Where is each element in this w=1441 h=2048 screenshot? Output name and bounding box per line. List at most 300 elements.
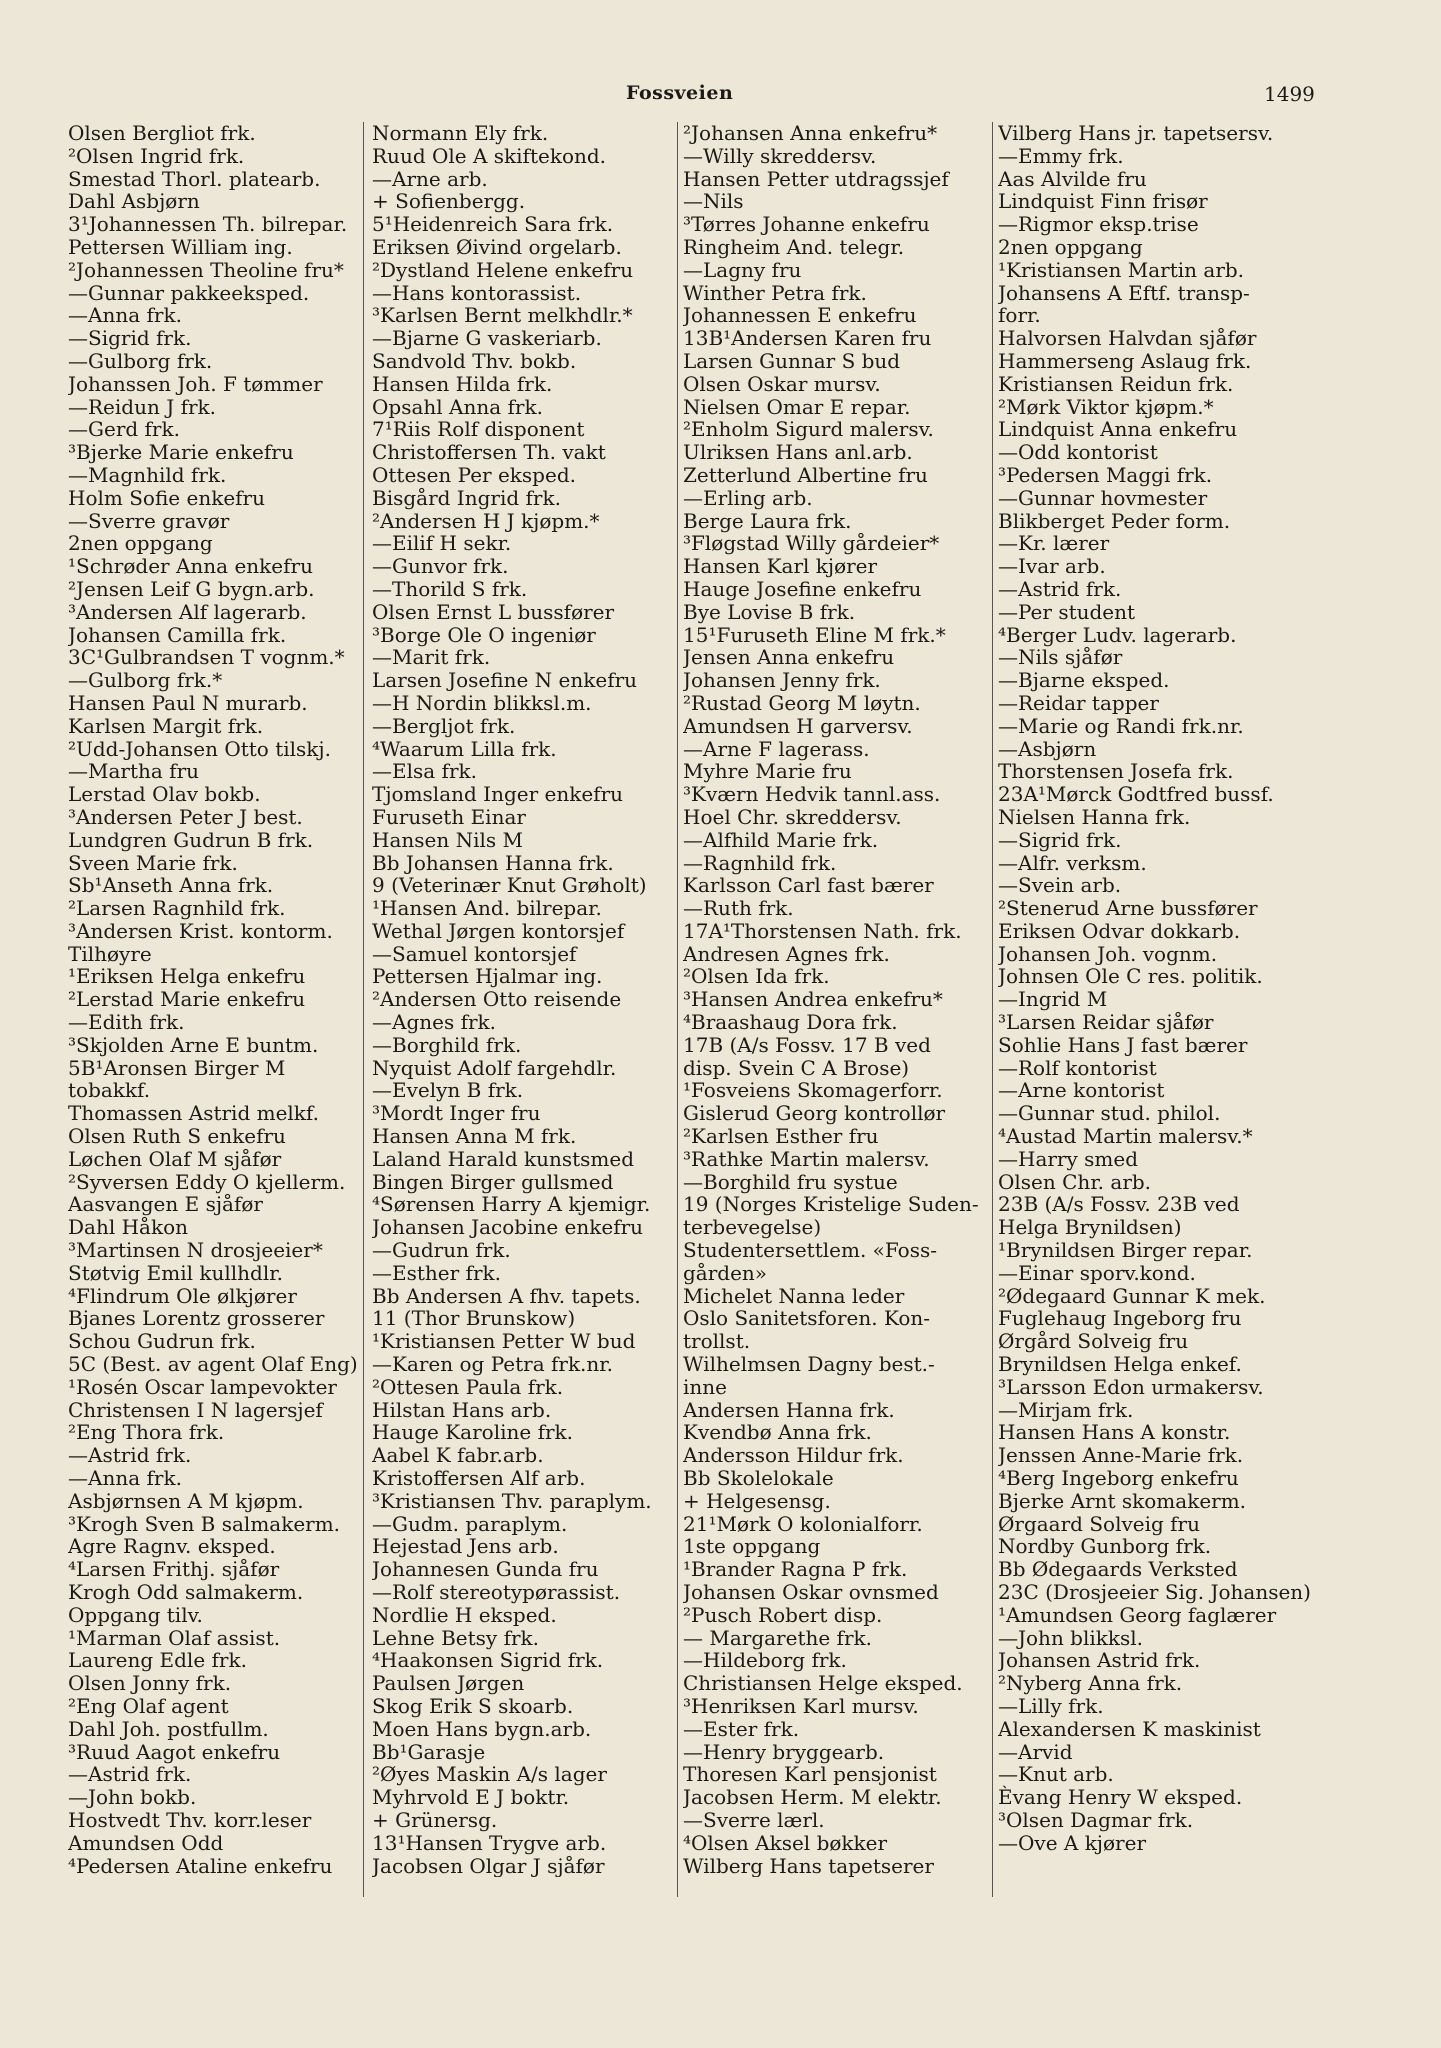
- directory-entry: —Sverre lærl.: [683, 1807, 825, 1832]
- directory-entry: —Alfr. verksm.: [998, 850, 1147, 875]
- directory-entry: ³Olsen Dagmar frk.: [998, 1807, 1194, 1832]
- directory-entry: —Bjarne eksped.: [998, 668, 1170, 693]
- directory-entry: ³Borge Ole O ingeniør: [372, 622, 596, 647]
- directory-entry: ³Mordt Inger fru: [372, 1101, 541, 1126]
- directory-entry: Agre Ragnv. eksped.: [68, 1534, 276, 1559]
- directory-entry: ²Olsen Ida frk.: [683, 964, 830, 989]
- directory-entry: —Gulborg frk.*: [68, 668, 223, 693]
- directory-entry: Hauge Karoline frk.: [372, 1420, 574, 1445]
- directory-entry: —Emmy frk.: [998, 143, 1124, 168]
- directory-entry: Eriksen Odvar dokkarb.: [998, 918, 1241, 943]
- directory-entry: —Ove A kjører: [998, 1830, 1147, 1855]
- directory-entry: Johansen Oskar ovnsmed: [683, 1580, 939, 1604]
- directory-entry: Jenssen Anne-Marie frk.: [998, 1443, 1244, 1468]
- directory-entry: Hansen Paul N murarb.: [68, 690, 308, 715]
- directory-entry: + Sofienbergg.: [372, 189, 526, 214]
- directory-entry: ⁴Flindrum Ole ølkjører: [68, 1283, 297, 1308]
- directory-entry: gården»: [683, 1260, 768, 1285]
- directory-entry: Jacobsen Olgar J sjåfør: [372, 1853, 605, 1878]
- directory-entry: ²Andersen H J kjøpm.*: [372, 508, 600, 533]
- directory-entry: —Knut arb.: [998, 1762, 1114, 1787]
- directory-entry: 5C (Best. av agent Olaf Eng): [68, 1352, 358, 1377]
- directory-entry: Lindquist Anna enkefru: [998, 417, 1238, 442]
- directory-entry: Hansen Anna M frk.: [372, 1124, 577, 1149]
- directory-entry: Johansen Camilla frk.: [68, 622, 287, 647]
- directory-entry: —Gudm. paraplym.: [372, 1511, 568, 1536]
- directory-entry: Støtvig Emil kullhdlr.: [68, 1260, 283, 1285]
- directory-entry: Bb Skolelokale: [683, 1466, 834, 1491]
- directory-entry: ²Andersen Otto reisende: [372, 987, 622, 1012]
- directory-entry: trollst.: [683, 1329, 751, 1354]
- directory-entry: ⁴Braashaug Dora frk.: [683, 1010, 898, 1035]
- directory-entry: —Borghild frk.: [372, 1032, 522, 1057]
- directory-entry: Tjomsland Inger enkefru: [372, 782, 624, 807]
- directory-entry: Olsen Jonny frk.: [68, 1671, 232, 1696]
- directory-entry: Christensen I N lagersjef: [68, 1397, 323, 1422]
- directory-entry: —Anna frk.: [68, 1466, 182, 1491]
- directory-entry: 7¹Riis Rolf disponent: [372, 417, 585, 442]
- directory-entry: Bjerke Arnt skomakerm.: [998, 1488, 1247, 1513]
- directory-entry: —Nils sjåfør: [998, 645, 1123, 670]
- directory-entry: Alexandersen K maskinist: [998, 1716, 1261, 1741]
- directory-entry: —John bokb.: [68, 1785, 197, 1810]
- directory-entry: ³Bjerke Marie enkefru: [68, 440, 294, 465]
- directory-entry: ²Enholm Sigurd malersv.: [683, 417, 934, 442]
- directory-entry: Oslo Sanitetsforen. Kon-: [683, 1306, 931, 1331]
- directory-entry: —Sigrid frk.: [998, 827, 1122, 852]
- directory-entry: Olsen Oskar mursv.: [683, 371, 881, 396]
- directory-entry: ³Fløgstad Willy gårdeier*: [683, 531, 940, 556]
- directory-column-2: [372, 122, 682, 1877]
- directory-entry: Johansens A Eftf. transp-: [998, 280, 1250, 305]
- directory-entry: ²Jensen Leif G bygn.arb.: [68, 576, 315, 601]
- directory-entry: ¹Amundsen Georg faglærer: [998, 1602, 1277, 1627]
- page-title: Fossveien: [626, 82, 734, 104]
- directory-entry: ³Skjolden Arne E buntm.: [68, 1032, 319, 1057]
- directory-entry: ⁴Berg Ingeborg enkefru: [998, 1466, 1239, 1491]
- directory-entry: Bingen Birger gullsmed: [372, 1169, 614, 1194]
- directory-entry: —Agnes frk.: [372, 1010, 497, 1035]
- directory-entry: —Alfhild Marie frk.: [683, 827, 879, 852]
- directory-entry: 2nen oppgang: [68, 531, 213, 556]
- directory-entry: 3C¹Gulbrandsen T vognm.*: [68, 645, 345, 670]
- directory-entry: Eriksen Øivind orgelarb.: [372, 234, 622, 259]
- directory-entry: Hansen Petter utdragssjef: [683, 166, 949, 191]
- directory-entry: 1ste oppgang: [683, 1534, 821, 1559]
- directory-entry: Nyquist Adolf fargehdlr.: [372, 1055, 617, 1080]
- directory-entry: Andersson Hildur frk.: [683, 1443, 904, 1468]
- directory-entry: —Arne kontorist: [998, 1078, 1165, 1103]
- directory-entry: Myhrvold E J boktr.: [372, 1785, 570, 1810]
- directory-entry: Kristiansen Reidun frk.: [998, 371, 1234, 396]
- directory-entry: Vilberg Hans jr. tapetsersv.: [998, 122, 1274, 145]
- directory-entry: — Margarethe frk.: [683, 1625, 872, 1650]
- directory-entry: —Bjarne G vaskeriarb.: [372, 326, 602, 351]
- directory-entry: —Hans kontorassist.: [372, 280, 582, 305]
- directory-entry: ³Andersen Peter J best.: [68, 804, 303, 829]
- directory-entry: Løchen Olaf M sjåfør: [68, 1146, 282, 1171]
- directory-entry: Sb¹Anseth Anna frk.: [68, 873, 274, 898]
- directory-entry: —Rolf kontorist: [998, 1055, 1157, 1080]
- directory-entry: —Svein arb.: [998, 873, 1122, 898]
- directory-entry: ²Eng Thora frk.: [68, 1420, 225, 1445]
- directory-entry: ¹Eriksen Helga enkefru: [68, 964, 306, 989]
- directory-entry: Olsen Ruth S enkefru: [68, 1124, 286, 1149]
- directory-entry: —Asbjørn: [998, 736, 1097, 761]
- directory-entry: Aasvangen E sjåfør: [68, 1192, 263, 1217]
- directory-entry: ²Udd-Johansen Otto tilskj.: [68, 736, 331, 761]
- directory-entry: 23A¹Mørck Godtfred bussf.: [998, 782, 1274, 807]
- directory-entry: Johansen Jenny frk.: [683, 668, 881, 693]
- directory-entry: 9 (Veterinær Knut Grøholt): [372, 873, 647, 898]
- directory-entry: —Kr. lærer: [998, 531, 1110, 556]
- directory-entry: Michelet Nanna leder: [683, 1283, 905, 1308]
- directory-entry: —Rigmor eksp.trise: [998, 212, 1199, 237]
- directory-entry: —Henry bryggearb.: [683, 1739, 885, 1764]
- directory-entry: Karlsen Margit frk.: [68, 713, 264, 738]
- directory-entry: 11 (Thor Brunskow): [372, 1306, 576, 1331]
- directory-entry: —Marit frk.: [372, 645, 491, 670]
- directory-entry: 15¹Furuseth Eline M frk.*: [683, 622, 946, 647]
- directory-entry: Olsen Ernst L bussfører: [372, 599, 615, 624]
- directory-entry: —Gunvor frk.: [372, 554, 509, 579]
- directory-entry: —Marie og Randi frk.nr.: [998, 713, 1244, 738]
- directory-entry: Nielsen Hanna frk.: [998, 804, 1191, 829]
- directory-entry: —Willy skreddersv.: [683, 143, 877, 168]
- directory-entry: —Mirjam frk.: [998, 1397, 1134, 1422]
- directory-entry: ⁴Sørensen Harry A kjemigr.: [372, 1192, 651, 1217]
- directory-entry: ³Karlsen Bernt melkhdlr.*: [372, 303, 633, 328]
- directory-entry: Zetterlund Albertine fru: [683, 462, 928, 487]
- directory-entry: Wilberg Hans tapetserer: [683, 1853, 934, 1878]
- directory-entry: ³Tørres Johanne enkefru: [683, 212, 930, 237]
- directory-entry: —Eilif H sekr.: [372, 531, 512, 556]
- directory-entry: ³Andersen Krist. kontorm.: [68, 918, 333, 943]
- directory-entry: —Reidun J frk.: [68, 394, 217, 419]
- directory-entry: Kristoffersen Alf arb.: [372, 1466, 586, 1491]
- directory-entry: —Ragnhild frk.: [683, 850, 837, 875]
- directory-entry: Smestad Thorl. platearb.: [68, 166, 321, 191]
- directory-entry: Ørgaard Solveig fru: [998, 1511, 1201, 1536]
- directory-entry: Aas Alvilde fru: [998, 166, 1147, 191]
- directory-entry: Ørgård Solveig fru: [998, 1329, 1189, 1354]
- directory-entry: 13¹Hansen Trygve arb.: [372, 1830, 607, 1855]
- directory-entry: Dahl Joh. postfullm.: [68, 1716, 269, 1741]
- directory-entry: ⁴Berger Ludv. lagerarb.: [998, 622, 1237, 647]
- directory-entry: —Lagny fru: [683, 257, 802, 282]
- directory-entry: ²Eng Olaf agent: [68, 1693, 229, 1718]
- directory-entry: Halvorsen Halvdan sjåfør: [998, 326, 1257, 351]
- directory-entry: —Lilly frk.: [998, 1693, 1104, 1718]
- directory-entry: ³Rathke Martin malersv.: [683, 1146, 930, 1171]
- directory-entry: ³Krogh Sven B salmakerm.: [68, 1511, 341, 1536]
- directory-entry: —Reidar tapper: [998, 690, 1159, 715]
- directory-entry: Lerstad Olav bokb.: [68, 782, 261, 807]
- directory-entry: ³Hansen Andrea enkefru*: [683, 987, 943, 1012]
- directory-entry: Wethal Jørgen kontorsjef: [372, 918, 625, 943]
- directory-entry: 17A¹Thorstensen Nath. frk.: [683, 918, 962, 943]
- directory-column-4: [998, 122, 1328, 1855]
- directory-entry: Hansen Hilda frk.: [372, 371, 553, 396]
- directory-entry: Andersen Hanna frk.: [683, 1397, 895, 1422]
- directory-entry: —Arne arb.: [372, 166, 488, 191]
- directory-entry: —Sigrid frk.: [68, 326, 192, 351]
- directory-entry: —Gunnar stud. philol.: [998, 1101, 1221, 1126]
- directory-entry: Larsen Gunnar S bud: [683, 348, 901, 373]
- directory-entry: ²Dystland Helene enkefru: [372, 257, 634, 282]
- directory-entry: Skog Erik S skoarb.: [372, 1693, 574, 1718]
- directory-entry: ²Rustad Georg M løytn.: [683, 690, 921, 715]
- directory-entry: Olsen Chr. arb.: [998, 1169, 1152, 1194]
- directory-entry: —John blikksl.: [998, 1625, 1144, 1650]
- directory-entry: ²Ottesen Paula frk.: [372, 1374, 564, 1399]
- directory-entry: Lundgren Gudrun B frk.: [68, 827, 314, 852]
- directory-entry: ²Olsen Ingrid frk.: [68, 143, 245, 168]
- directory-entry: ²Johannessen Theoline fru*: [68, 257, 344, 282]
- directory-entry: Oppgang tilv.: [68, 1602, 203, 1627]
- directory-entry: —Gulborg frk.: [68, 348, 213, 373]
- directory-entry: Bb¹Garasje: [372, 1739, 486, 1764]
- directory-entry: Hansen Karl kjører: [683, 554, 878, 579]
- directory-entry: ²Mørk Viktor kjøpm.*: [998, 394, 1214, 419]
- directory-entry: Bb Ødegaards Verksted: [998, 1557, 1238, 1582]
- directory-entry: Schou Gudrun frk.: [68, 1329, 256, 1354]
- directory-entry: —Astrid frk.: [998, 576, 1122, 601]
- directory-entry: ³Ruud Aagot enkefru: [68, 1739, 281, 1764]
- directory-entry: Ulriksen Hans anl.arb.: [683, 440, 913, 465]
- directory-entry: —Nils: [683, 189, 744, 214]
- directory-entry: ⁴Pedersen Ataline enkefru: [68, 1853, 333, 1878]
- directory-entry: —Anna frk.: [68, 303, 182, 328]
- directory-entry: ¹Kristiansen Petter W bud: [372, 1329, 636, 1354]
- directory-entry: ²Johansen Anna enkefru*: [683, 122, 938, 145]
- directory-entry: Hejestad Jens arb.: [372, 1534, 559, 1559]
- directory-entry: —Gunnar hovmester: [998, 485, 1208, 510]
- directory-entry: ³Kværn Hedvik tannl.ass.: [683, 782, 941, 807]
- directory-entry: Lindquist Finn frisør: [998, 189, 1208, 214]
- directory-entry: Johannessen E enkefru: [683, 303, 917, 328]
- directory-entry: Paulsen Jørgen: [372, 1671, 525, 1696]
- directory-entry: forr.: [998, 303, 1041, 328]
- directory-entry: —Gerd frk.: [68, 417, 180, 442]
- directory-entry: —Magnhild frk.: [68, 462, 227, 487]
- directory-entry: —Arne F lagerass.: [683, 736, 870, 761]
- directory-entry: Laland Harald kunstsmed: [372, 1146, 635, 1171]
- directory-entry: —Borghild fru systue: [683, 1169, 898, 1194]
- directory-entry: Brynildsen Helga enkef.: [998, 1352, 1242, 1377]
- directory-entry: ³Larsen Reidar sjåfør: [998, 1010, 1214, 1035]
- directory-entry: Hostvedt Thv. korr.leser: [68, 1807, 312, 1832]
- directory-entry: Krogh Odd salmakerm.: [68, 1580, 304, 1604]
- directory-entry: Sandvold Thv. bokb.: [372, 348, 577, 373]
- directory-entry: —Ester frk.: [683, 1716, 800, 1741]
- directory-entry: Aabel K fabr.arb.: [372, 1443, 544, 1468]
- directory-entry: Pettersen William ing.: [68, 234, 293, 259]
- directory-entry: Larsen Josefine N enkefru: [372, 668, 638, 693]
- directory-entry: ¹Rosén Oscar lampevokter: [68, 1374, 337, 1399]
- directory-entry: terbevegelse): [683, 1215, 822, 1240]
- page-number: 1499: [1264, 82, 1315, 106]
- directory-entry: —Gudrun frk.: [372, 1238, 511, 1263]
- directory-entry: Asbjørnsen A M kjøpm.: [68, 1488, 304, 1513]
- directory-entry: ³Henriksen Karl mursv.: [683, 1693, 919, 1718]
- directory-entry: ¹Brynildsen Birger repar.: [998, 1238, 1253, 1263]
- directory-entry: Johnsen Ole C res. politik.: [998, 964, 1263, 989]
- directory-entry: —Martha fru: [68, 759, 200, 784]
- directory-entry: ³Larsson Edon urmakersv.: [998, 1374, 1264, 1399]
- directory-entry: —Astrid frk.: [68, 1443, 192, 1468]
- directory-entry: disp. Svein C A Brose): [683, 1055, 910, 1080]
- directory-entry: Wilhelmsen Dagny best.-: [683, 1352, 935, 1377]
- directory-entry: —Hildeborg frk.: [683, 1648, 847, 1673]
- directory-entry: 23B (A/s Fossv. 23B ved: [998, 1192, 1240, 1217]
- directory-entry: —Sverre gravør: [68, 508, 230, 533]
- directory-entry: Hammerseng Aslaug frk.: [998, 348, 1252, 373]
- directory-entry: Bb Johansen Hanna frk.: [372, 850, 614, 875]
- directory-column-1: [68, 122, 378, 1877]
- directory-entry: Johanssen Joh. F tømmer: [68, 371, 323, 396]
- directory-entry: —Arvid: [998, 1739, 1073, 1764]
- directory-entry: Fuglehaug Ingeborg fru: [998, 1306, 1242, 1331]
- directory-entry: 5¹Heidenreich Sara frk.: [372, 212, 614, 237]
- directory-entry: Karlsson Carl fast bærer: [683, 873, 934, 898]
- directory-entry: Thorstensen Josefa frk.: [998, 759, 1234, 784]
- directory-entry: ²Larsen Ragnhild frk.: [68, 896, 286, 921]
- directory-entry: Èvang Henry W eksped.: [998, 1785, 1243, 1810]
- directory-entry: Bjanes Lorentz grosserer: [68, 1306, 325, 1331]
- directory-entry: + Grünersg.: [372, 1807, 498, 1832]
- directory-entry: —Ivar arb.: [998, 554, 1106, 579]
- directory-entry: Normann Ely frk.: [372, 122, 549, 145]
- directory-entry: ¹Brander Ragna P frk.: [683, 1557, 908, 1582]
- directory-entry: Johansen Astrid frk.: [998, 1648, 1201, 1673]
- directory-entry: —H Nordin blikksl.m.: [372, 690, 592, 715]
- directory-entry: —Rolf stereotypørassist.: [372, 1580, 621, 1604]
- directory-entry: Olsen Bergliot frk.: [68, 122, 256, 145]
- directory-entry: ²Stenerud Arne bussfører: [998, 896, 1258, 921]
- directory-entry: —Esther frk.: [372, 1260, 501, 1285]
- directory-entry: Blikberget Peder form.: [998, 508, 1231, 533]
- directory-entry: ¹Marman Olaf assist.: [68, 1625, 281, 1650]
- directory-entry: ³Andersen Alf lagerarb.: [68, 599, 307, 624]
- directory-entry: Christoffersen Th. vakt: [372, 440, 606, 465]
- directory-entry: Lehne Betsy frk.: [372, 1625, 540, 1650]
- directory-entry: ⁴Olsen Aksel bøkker: [683, 1830, 888, 1855]
- directory-entry: —Samuel kontorsjef: [372, 941, 577, 966]
- directory-entry: Hansen Nils M: [372, 827, 523, 852]
- directory-entry: Helga Brynildsen): [998, 1215, 1182, 1240]
- directory-entry: —Gunnar pakkeeksped.: [68, 280, 310, 305]
- directory-entry: ²Lerstad Marie enkefru: [68, 987, 306, 1012]
- directory-entry: ²Pusch Robert disp.: [683, 1602, 883, 1627]
- directory-entry: Nordlie H eksped.: [372, 1602, 557, 1627]
- directory-entry: —Bergljot frk.: [372, 713, 516, 738]
- directory-entry: 2nen oppgang: [998, 234, 1143, 259]
- directory-entry: —Ruth frk.: [683, 896, 794, 921]
- directory-entry: ²Nyberg Anna frk.: [998, 1671, 1183, 1696]
- directory-entry: Berge Laura frk.: [683, 508, 852, 533]
- directory-entry: ³Kristiansen Thv. paraplym.: [372, 1488, 652, 1513]
- directory-entry: Myhre Marie fru: [683, 759, 852, 784]
- directory-entry: Dahl Håkon: [68, 1215, 188, 1240]
- directory-entry: ¹Hansen And. bilrepar.: [372, 896, 602, 921]
- directory-entry: Winther Petra frk.: [683, 280, 867, 305]
- directory-entry: Moen Hans bygn.arb.: [372, 1716, 592, 1741]
- directory-entry: 13B¹Andersen Karen fru: [683, 326, 932, 351]
- directory-entry: Pettersen Hjalmar ing.: [372, 964, 603, 989]
- directory-entry: —Evelyn B frk.: [372, 1078, 524, 1103]
- directory-entry: —Elsa frk.: [372, 759, 477, 784]
- directory-entry: Bisgård Ingrid frk.: [372, 485, 561, 510]
- directory-entry: Thoresen Karl pensjonist: [683, 1762, 937, 1787]
- directory-entry: Bb Andersen A fhv. tapets.: [372, 1283, 641, 1308]
- directory-entry: Nordby Gunborg frk.: [998, 1534, 1212, 1559]
- directory-entry: ²Ødegaard Gunnar K mek.: [998, 1283, 1266, 1308]
- directory-entry: —Erling arb.: [683, 485, 813, 510]
- directory-entry: ⁴Austad Martin malersv.*: [998, 1124, 1253, 1149]
- directory-entry: Opsahl Anna frk.: [372, 394, 543, 419]
- directory-entry: ⁴Waarum Lilla frk.: [372, 736, 557, 761]
- directory-entry: —Astrid frk.: [68, 1762, 192, 1787]
- directory-entry: Furuseth Einar: [372, 804, 526, 829]
- directory-entry: Amundsen H garversv.: [683, 713, 913, 738]
- directory-entry: Sohlie Hans J fast bærer: [998, 1032, 1248, 1057]
- directory-entry: Jacobsen Herm. M elektr.: [683, 1785, 942, 1810]
- directory-entry: Holm Sofie enkefru: [68, 485, 265, 510]
- directory-entry: 23C (Drosjeeier Sig. Johansen): [998, 1580, 1311, 1604]
- directory-entry: Christiansen Helge eksped.: [683, 1671, 963, 1696]
- directory-entry: —Karen og Petra frk.nr.: [372, 1352, 614, 1377]
- directory-entry: 5B¹Aronsen Birger M: [68, 1055, 286, 1080]
- directory-entry: Ottesen Per eksped.: [372, 462, 576, 487]
- directory-entry: inne: [683, 1374, 727, 1399]
- directory-entry: —Odd kontorist: [998, 440, 1158, 465]
- directory-entry: —Edith frk.: [68, 1010, 185, 1035]
- directory-entry: 21¹Mørk O kolonialforr.: [683, 1511, 923, 1536]
- directory-entry: Bye Lovise B frk.: [683, 599, 856, 624]
- directory-entry: —Einar sporv.kond.: [998, 1260, 1196, 1285]
- directory-entry: Johannesen Gunda fru: [372, 1557, 599, 1582]
- directory-entry: ²Syversen Eddy O kjellerm.: [68, 1169, 346, 1194]
- directory-entry: Gislerud Georg kontrollør: [683, 1101, 946, 1126]
- directory-entry: Laureng Edle frk.: [68, 1648, 247, 1673]
- directory-entry: Studentersettlem. «Foss-: [683, 1238, 938, 1263]
- directory-entry: Thomassen Astrid melkf.: [68, 1101, 319, 1126]
- directory-entry: Sveen Marie frk.: [68, 850, 238, 875]
- directory-entry: —Thorild S frk.: [372, 576, 528, 601]
- directory-entry: ²Karlsen Esther fru: [683, 1124, 879, 1149]
- directory-entry: Hoel Chr. skreddersv.: [683, 804, 902, 829]
- directory-entry: Dahl Asbjørn: [68, 189, 200, 214]
- directory-entry: Jensen Anna enkefru: [683, 645, 895, 670]
- directory-entry: —Harry smed: [998, 1146, 1139, 1171]
- directory-column-3: [683, 122, 993, 1877]
- directory-entry: tobakkf.: [68, 1078, 151, 1103]
- directory-entry: ⁴Larsen Frithj. sjåfør: [68, 1557, 280, 1582]
- directory-entry: Ringheim And. telegr.: [683, 234, 905, 259]
- directory-entry: 3¹Johannessen Th. bilrepar.: [68, 212, 348, 237]
- directory-entry: ¹Fosveiens Skomagerforr.: [683, 1078, 943, 1103]
- directory-entry: Amundsen Odd: [68, 1830, 224, 1855]
- directory-entry: Ruud Ole A skiftekond.: [372, 143, 607, 168]
- directory-entry: Hilstan Hans arb.: [372, 1397, 552, 1422]
- directory-entry: Kvendbø Anna frk.: [683, 1420, 872, 1445]
- directory-entry: ³Martinsen N drosjeeier*: [68, 1238, 323, 1263]
- directory-entry: Johansen Jacobine enkefru: [372, 1215, 644, 1240]
- directory-entry: Hansen Hans A konstr.: [998, 1420, 1231, 1445]
- directory-entry: Andresen Agnes frk.: [683, 941, 890, 966]
- directory-entry: Hauge Josefine enkefru: [683, 576, 922, 601]
